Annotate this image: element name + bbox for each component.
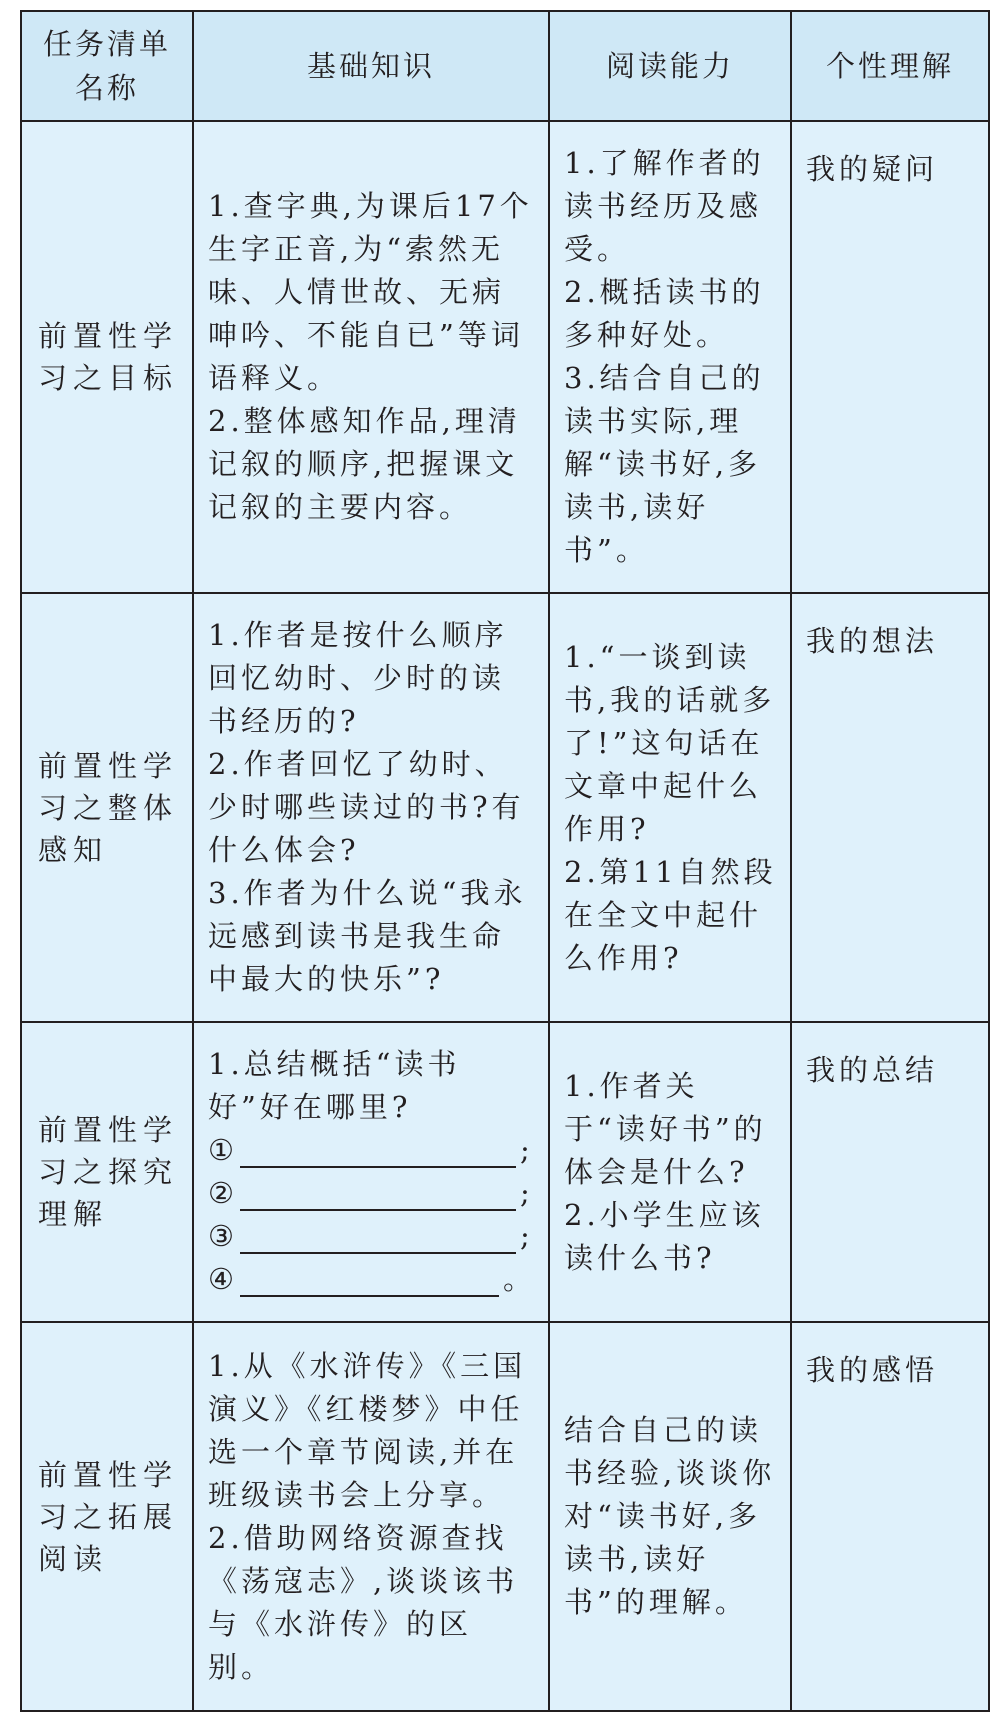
personal-text: 我的总结 xyxy=(806,1053,939,1087)
basic-text: 1.作者是按什么顺序回忆幼时、少时的读书经历的? 2.作者回忆了幼时、少时哪些读过的书?有什么体会? 3.作者为什么说“我永远感到读书是我生命中最大的快乐”? xyxy=(208,618,527,996)
answer-blank-1[interactable] xyxy=(208,1129,536,1172)
blank-end: 。 xyxy=(502,1262,536,1296)
reading-cell xyxy=(549,121,791,593)
basic-cell xyxy=(193,593,549,1022)
basic-cell xyxy=(193,1022,549,1322)
blank-line xyxy=(240,1136,516,1168)
personal-cell xyxy=(791,121,989,593)
table-row xyxy=(21,593,989,1022)
reading-text: 1.了解作者的读书经历及感受。 2.概括读书的多种好处。 3.结合自己的读书实际,理解“读书好,多读书,读好书”。 xyxy=(564,146,765,567)
task-label: 前置性学习之拓展阅读 xyxy=(38,1457,179,1576)
blank-mark: ① xyxy=(208,1133,238,1167)
blank-end: ; xyxy=(520,1133,534,1167)
reading-text: 1.“一谈到读书,我的话就多了!”这句话在文章中起什么作用? 2.第11自然段在全文中起什么作用? xyxy=(564,639,777,975)
task-label: 前置性学习之目标 xyxy=(38,319,179,395)
basic-text: 1.查字典,为课后17个生字正音,为“索然无味、人情世故、无病呻吟、不能自已”等词语释义。 2.整体感知作品,理清记叙的顺序,把握课文记叙的主要内容。 xyxy=(208,189,533,524)
basic-cell xyxy=(193,121,549,593)
basic-content xyxy=(194,1023,548,1321)
blank-mark: ② xyxy=(208,1176,238,1210)
basic-intro-text: 1.总结概括“读书好”好在哪里? xyxy=(208,1047,461,1124)
personal-text: 我的感悟 xyxy=(806,1353,939,1387)
reading-cell xyxy=(549,1022,791,1322)
answer-blank-4[interactable] xyxy=(208,1258,536,1301)
basic-cell xyxy=(193,1322,549,1711)
table-row xyxy=(21,121,989,593)
personal-text: 我的想法 xyxy=(806,624,939,658)
personal-cell xyxy=(791,1022,989,1322)
personal-cell xyxy=(791,1322,989,1711)
header-basic: 基础知识 xyxy=(193,11,549,121)
blank-mark: ④ xyxy=(208,1262,238,1296)
basic-text: 1.从《水浒传》《三国演义》《红楼梦》中任选一个章节阅读,并在班级读书会上分享。 2.借助网络资源查找《荡寇志》,谈谈该书与《水浒传》的区别。 xyxy=(208,1348,527,1684)
personal-cell xyxy=(791,593,989,1022)
task-label: 前置性学习之探究理解 xyxy=(38,1113,179,1231)
header-task-name-text: 任务清单 名称 xyxy=(42,27,171,105)
blank-line xyxy=(240,1222,516,1254)
answer-blank-2[interactable] xyxy=(208,1172,536,1215)
header-row xyxy=(21,11,989,121)
blank-line xyxy=(240,1265,499,1297)
answer-blank-3[interactable] xyxy=(208,1215,536,1258)
reading-cell xyxy=(549,1322,791,1711)
blank-mark: ③ xyxy=(208,1219,238,1253)
task-cell xyxy=(21,593,193,1022)
header-reading: 阅读能力 xyxy=(549,11,791,121)
blank-line xyxy=(240,1179,516,1211)
personal-text: 我的疑问 xyxy=(806,152,939,186)
table-row xyxy=(21,1022,989,1322)
task-list-table xyxy=(20,10,990,1712)
blank-end: ; xyxy=(520,1219,534,1253)
task-cell xyxy=(21,1322,193,1711)
reading-text: 1.作者关于“读好书”的体会是什么? 2.小学生应该读什么书? xyxy=(564,1068,767,1275)
table-row xyxy=(21,1322,989,1711)
header-task-name xyxy=(21,11,193,121)
blank-end: ; xyxy=(520,1176,534,1210)
header-personal: 个性理解 xyxy=(791,11,989,121)
reading-cell xyxy=(549,593,791,1022)
task-cell xyxy=(21,1022,193,1322)
task-cell xyxy=(21,121,193,593)
reading-text: 结合自己的读书经验,谈谈你对“读书好,多读书,读好书”的理解。 xyxy=(564,1413,776,1619)
task-label: 前置性学习之整体感知 xyxy=(38,748,179,867)
